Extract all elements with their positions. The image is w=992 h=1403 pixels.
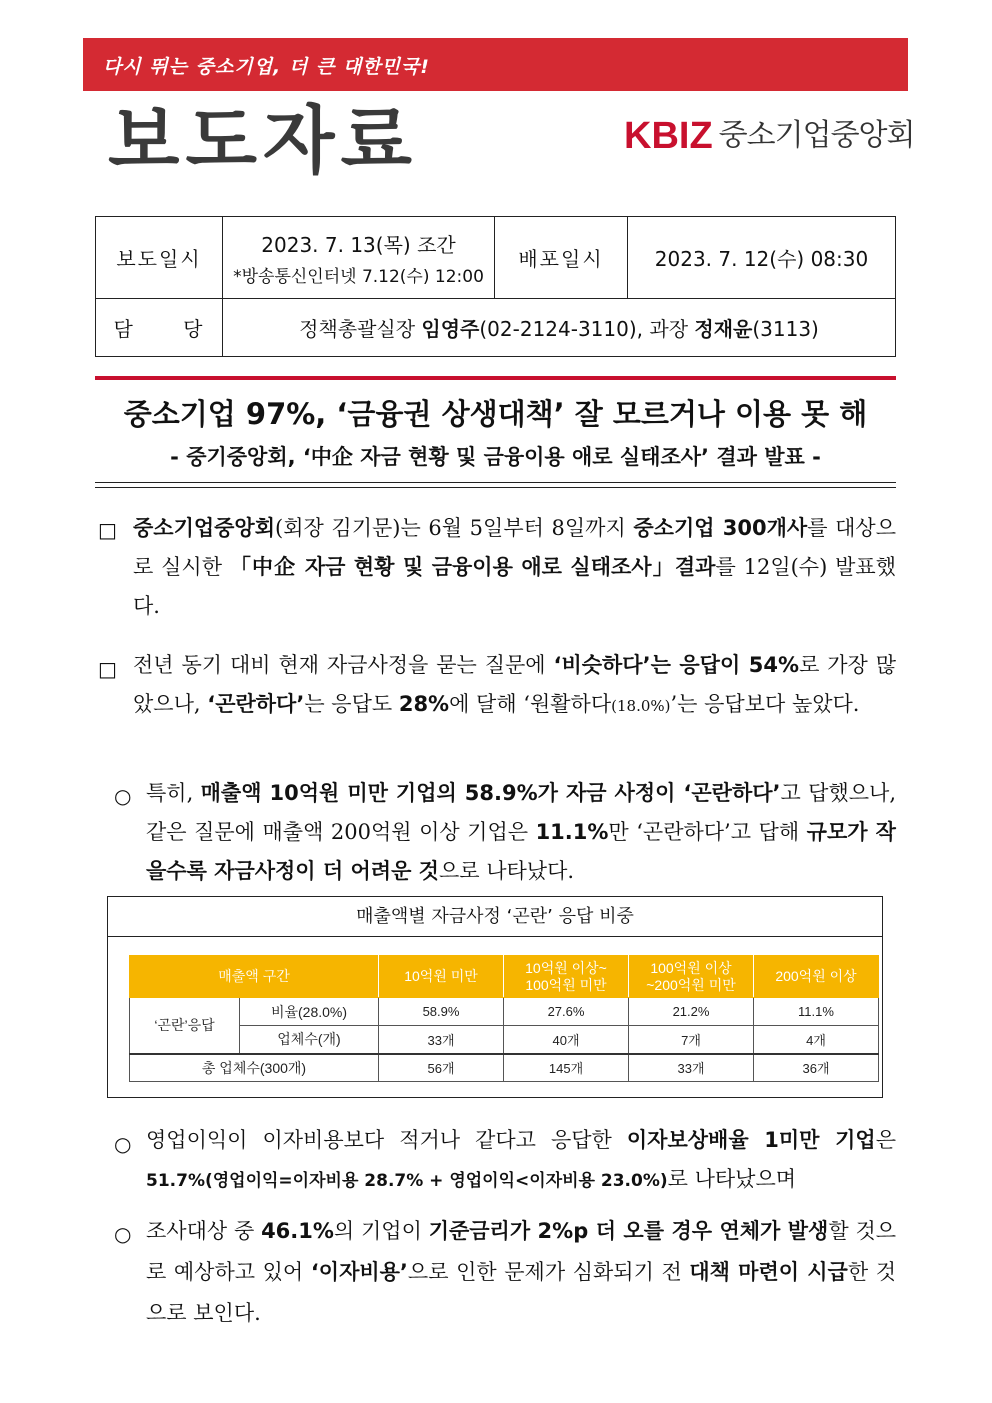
contact-label: 담 당 <box>96 299 223 357</box>
table-header-row <box>130 956 879 998</box>
table-cell: 33개 <box>379 1026 504 1054</box>
table-row <box>130 998 879 1026</box>
document-title: 보도자료 <box>108 98 418 184</box>
table-cell: 58.9% <box>379 998 504 1026</box>
contact-name-1: 임영주 <box>421 317 480 341</box>
contact-name-2: 정재윤 <box>694 317 753 341</box>
release-date-label: 보도일시 <box>96 217 223 299</box>
release-date-value: 2023. 7. 13(목) 조간 <box>261 232 456 257</box>
paragraph-4: 영업이익이 이자비용보다 적거나 같다고 응답한 이자보상배율 1미만 기업은 51.7%(영업이익=이자비용 28.7% + 영업이익<이자비용 23.0%)로 나타났으며 <box>146 1128 896 1191</box>
top-banner <box>83 38 908 91</box>
release-date-cell <box>223 217 495 299</box>
kbiz-logo <box>624 114 915 158</box>
table-total-row <box>130 1054 879 1082</box>
bullet-circle-3: ○ <box>114 1222 132 1246</box>
distribute-date-label: 배포일시 <box>495 217 628 299</box>
bullet-square-2: □ <box>98 657 117 681</box>
table-cell: 36개 <box>754 1054 879 1082</box>
col-header: 매출액 구간 <box>130 956 379 998</box>
table-cell: 33개 <box>629 1054 754 1082</box>
headline-top-rule <box>95 376 896 380</box>
table-cell: 11.1% <box>754 998 879 1026</box>
logo-mark: KBIZ <box>624 115 713 157</box>
headline-bottom-rule <box>95 482 896 488</box>
table-cell: 27.6% <box>504 998 629 1026</box>
paragraph-2: 전년 동기 대비 현재 자금사정을 묻는 질문에 ‘비슷하다’는 응답이 54%로 가장 많았으나, ‘곤란하다’는 응답도 28%에 달해 ‘원활하다(18.0%)’는 응답보다 높았다. <box>133 653 897 716</box>
table-row <box>130 1026 879 1054</box>
paragraph-5: 조사대상 중 46.1%의 기업이 기준금리가 2%p 더 오를 경우 연체가 발생할 것으로 예상하고 있어 ‘이자비용’으로 인한 문제가 심화되기 전 대책 마련이 시급한 것으로 보인다. <box>146 1219 897 1325</box>
distribute-date-value: 2023. 7. 12(수) 08:30 <box>628 217 896 299</box>
table-cell: 56개 <box>379 1054 504 1082</box>
revenue-difficulty-table <box>129 955 879 1082</box>
table-cell: 21.2% <box>629 998 754 1026</box>
table-cell: 145개 <box>504 1054 629 1082</box>
paragraph-3: 특히, 매출액 10억원 미만 기업의 58.9%가 자금 사정이 ‘곤란하다’고 답했으나, 같은 질문에 매출액 200억원 이상 기업은 11.1%만 ‘곤란하다’고 답해 규모가 작을수록 자금사정이 더 어려운 것으로 나타났다. <box>146 781 897 883</box>
bullet-square-1: □ <box>98 518 117 542</box>
row-label: 비율(28.0%) <box>240 998 379 1026</box>
col-header: 200억원 이상 <box>754 956 879 998</box>
bullet-circle-1: ○ <box>114 784 132 808</box>
headline: 중소기업 97%, ‘금융권 상생대책’ 잘 모르거나 이용 못 해 <box>123 397 868 431</box>
contact-value: 정책총괄실장 임영주(02-2124-3110), 과장 정재윤(3113) <box>223 299 896 357</box>
col-header: 10억원 이상~ 100억원 미만 <box>504 956 629 998</box>
col-header: 100억원 이상 ~200억원 미만 <box>629 956 754 998</box>
logo-org-name: 중소기업중앙회 <box>718 118 915 153</box>
row-label: 업체수(개) <box>240 1026 379 1054</box>
subheadline: - 중기중앙회, ‘中企 자금 현황 및 금융이용 애로 실태조사’ 결과 발표 - <box>170 445 821 469</box>
table-cell: 7개 <box>629 1026 754 1054</box>
figure-title: 매출액별 자금사정 ‘곤란’ 응답 비중 <box>108 897 882 937</box>
row-label: 총 업체수(300개) <box>130 1054 379 1082</box>
table-cell: 4개 <box>754 1026 879 1054</box>
group-label: ‘곤란’응답 <box>130 998 240 1054</box>
bullet-circle-2: ○ <box>114 1132 132 1156</box>
release-info-table <box>95 216 896 357</box>
revenue-difficulty-figure <box>107 896 883 1098</box>
release-broadcast-note: *방송통신인터넷 7.12(수) 12:00 <box>233 266 484 287</box>
table-cell: 40개 <box>504 1026 629 1054</box>
col-header: 10억원 미만 <box>379 956 504 998</box>
banner-slogan: 다시 뛰는 중소기업, 더 큰 대한민국! <box>103 56 430 78</box>
paragraph-1: 중소기업중앙회(회장 김기문)는 6월 5일부터 8일까지 중소기업 300개사를 대상으로 실시한 「中企 자금 현황 및 금융이용 애로 실태조사」결과를 12일(수) 발표했다. <box>133 516 896 618</box>
